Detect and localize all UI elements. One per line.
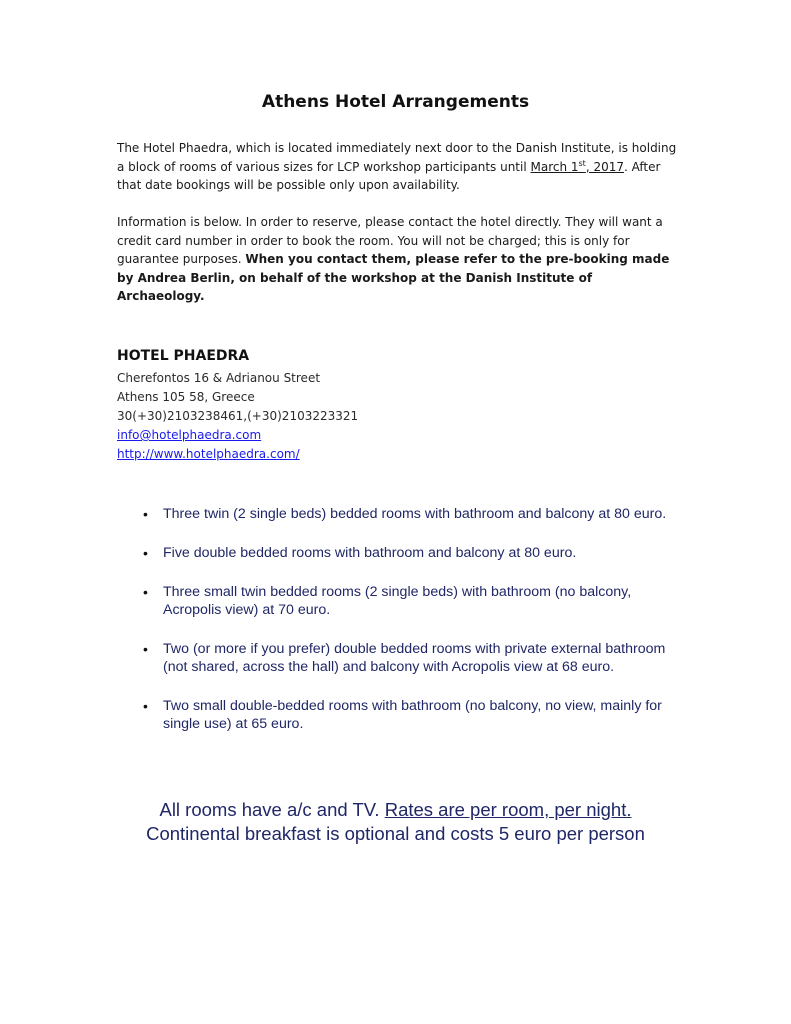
page-title: Athens Hotel Arrangements	[261, 92, 530, 112]
list-item	[0, 544, 791, 562]
hotel-website-link[interactable]: http://www.hotelphaedra.com/	[117, 447, 300, 461]
room-description: Five double bedded rooms with bathroom and balcony at 80 euro.	[163, 545, 577, 561]
hotel-city: Athens 105 58, Greece	[117, 390, 255, 404]
list-item	[0, 583, 791, 619]
bullet-icon: •	[143, 641, 148, 657]
amenities-footer	[0, 798, 791, 846]
booking-instructions: Information is below. In order to reserve, please contact the hotel directly. They will want a credit card number in order to book the room. You will not be charged; this is only for guarantee purposes.	[117, 215, 663, 266]
bullet-icon: •	[143, 506, 148, 522]
intro-text: The Hotel Phaedra, which is located immediately next door to the Danish Institute, is holding a block of rooms of various sizes for LCP workshop participants until	[117, 141, 677, 174]
room-list	[0, 505, 791, 754]
intro-paragraph-1	[117, 139, 677, 195]
hotel-name: HOTEL PHAEDRA	[117, 348, 250, 364]
room-description: Two (or more if you prefer) double bedded rooms with private external bathroom (not shared, across the hall) and balcony with Acropolis view at 68 euro.	[163, 641, 666, 675]
room-description: Two small double-bedded rooms with bathroom (no balcony, no view, mainly for single use) at 65 euro.	[163, 698, 662, 732]
intro-text-end: . After that date bookings will be possible only upon availability.	[117, 159, 661, 192]
hotel-address-block	[117, 369, 358, 464]
intro-paragraph-2	[117, 213, 677, 306]
bullet-icon: •	[143, 698, 148, 714]
list-item	[0, 640, 791, 676]
bullet-icon: •	[143, 545, 148, 561]
bullet-icon: •	[143, 584, 148, 600]
deadline-date: March 1st, 2017	[530, 158, 624, 174]
room-description: Three small twin bedded rooms (2 single beds) with bathroom (no balcony, Acropolis view) at 70 euro.	[163, 584, 632, 618]
list-item	[0, 697, 791, 733]
hotel-street: Cherefontos 16 & Adrianou Street	[117, 371, 321, 385]
booking-reference-note: When you contact them, please refer to the pre-booking made by Andrea Berlin, on behalf of the workshop at the Danish Institute of Archaeology.	[117, 252, 670, 303]
footer-line-1	[0, 798, 791, 822]
rates-note: Rates are per room, per night.	[384, 799, 632, 820]
hotel-phone: 30(+30)2103238461,(+30)2103223321	[117, 409, 359, 423]
breakfast-note: Continental breakfast is optional and costs 5 euro per person	[146, 823, 645, 844]
hotel-email-link[interactable]: info@hotelphaedra.com	[117, 428, 262, 442]
room-description: Three twin (2 single beds) bedded rooms with bathroom and balcony at 80 euro.	[163, 506, 667, 522]
amenities-text: All rooms have a/c and TV.	[159, 799, 385, 820]
list-item	[0, 505, 791, 523]
